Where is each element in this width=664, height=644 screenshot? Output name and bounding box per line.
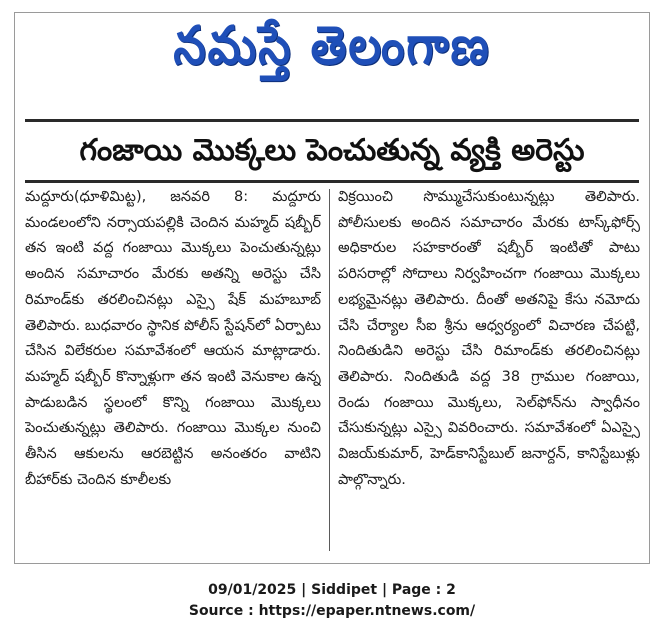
article-headline: గంజాయి మొక్కలు పెంచుతున్న వ్యక్తి అరెస్టు — [79, 133, 585, 168]
headline-box — [25, 119, 639, 183]
masthead-title: నమస్తే తెలంగాణ — [173, 14, 491, 77]
column-divider — [329, 189, 330, 551]
masthead — [15, 13, 649, 91]
footer-info: 09/01/2025 | Siddipet | Page : 2 — [208, 582, 456, 598]
footer-source: Source : https://epaper.ntnews.com/ — [188, 603, 476, 619]
newspaper-clipping — [14, 12, 650, 564]
article-right-column: విక్రయించి సొమ్ముచేసుకుంటున్నట్లు తెలిపారు. పోలీసులకు అందిన సమాచారం మేరకు టాస్క్‌ఫోర్స్ అధికారుల సహకారంతో షబ్బీర్ ఇంటితో పాటు పరిసరాల్లో సోదాలు నిర్వహించగా గంజాయి మొక్కలు లభ్యమైనట్లు తెలిపారు. దీంతో అతనిపై కేసు నమోదు చేసి చేర్యాల సీఐ శ్రీను ఆధ్వర్యంలో విచారణ చేపట్టి, నిందితుడిని అరెస్టు చేసి రిమాండ్‌కు తరలించినట్లు తెలిపారు. నిందితుడి వద్ద 38 గ్రాముల గంజాయి, రెండు గంజాయి మొక్కలు, సెల్‌ఫోన్‌ను స్వాధీనం చేసుకున్నట్లు ఎస్సై వివరించారు. సమావేశంలో ఏఎస్సై విజయ్‌కుమార్, హెడ్‌కానిస్టేబుల్ జనార్దన్, కానిస్టేబుళ్లు పాల్గొన్నారు. — [338, 189, 640, 488]
article-left-column: మద్దూరు(ధూళిమిట్ట), జనవరి 8: మద్దూరు మండలంలోని నర్సాయపల్లికి చెందిన మహ్మద్ షబ్బీర్ తన ఇంటి వద్ద గంజాయి మొక్కలు పెంచుతున్నట్లు అందిన సమాచారం మేరకు అతన్ని అరెస్టు చేసి రిమాండ్‌కు తరలించినట్లు ఎస్సై షేక్ మహబూబ్ తెలిపారు. బుధవారం స్థానిక పోలీస్ స్టేషన్‌లో ఏర్పాటు చేసిన విలేకరుల సమావేశంలో ఆయన మాట్లాడారు. మహ్మద్ షబ్బీర్ కొన్నాళ్లుగా తన ఇంటి వెనుకాల ఉన్న పాడుబడిన స్థలంలో కొన్ని గంజాయి మొక్కలు పెంచుతున్నట్లు తెలిపారు. గంజాయి మొక్కల నుంచి తీసిన ఆకులను ఆరబెట్టిన అనంతరం వాటిని బీహార్‌కు చెందిన కూలీలకు — [25, 189, 321, 488]
